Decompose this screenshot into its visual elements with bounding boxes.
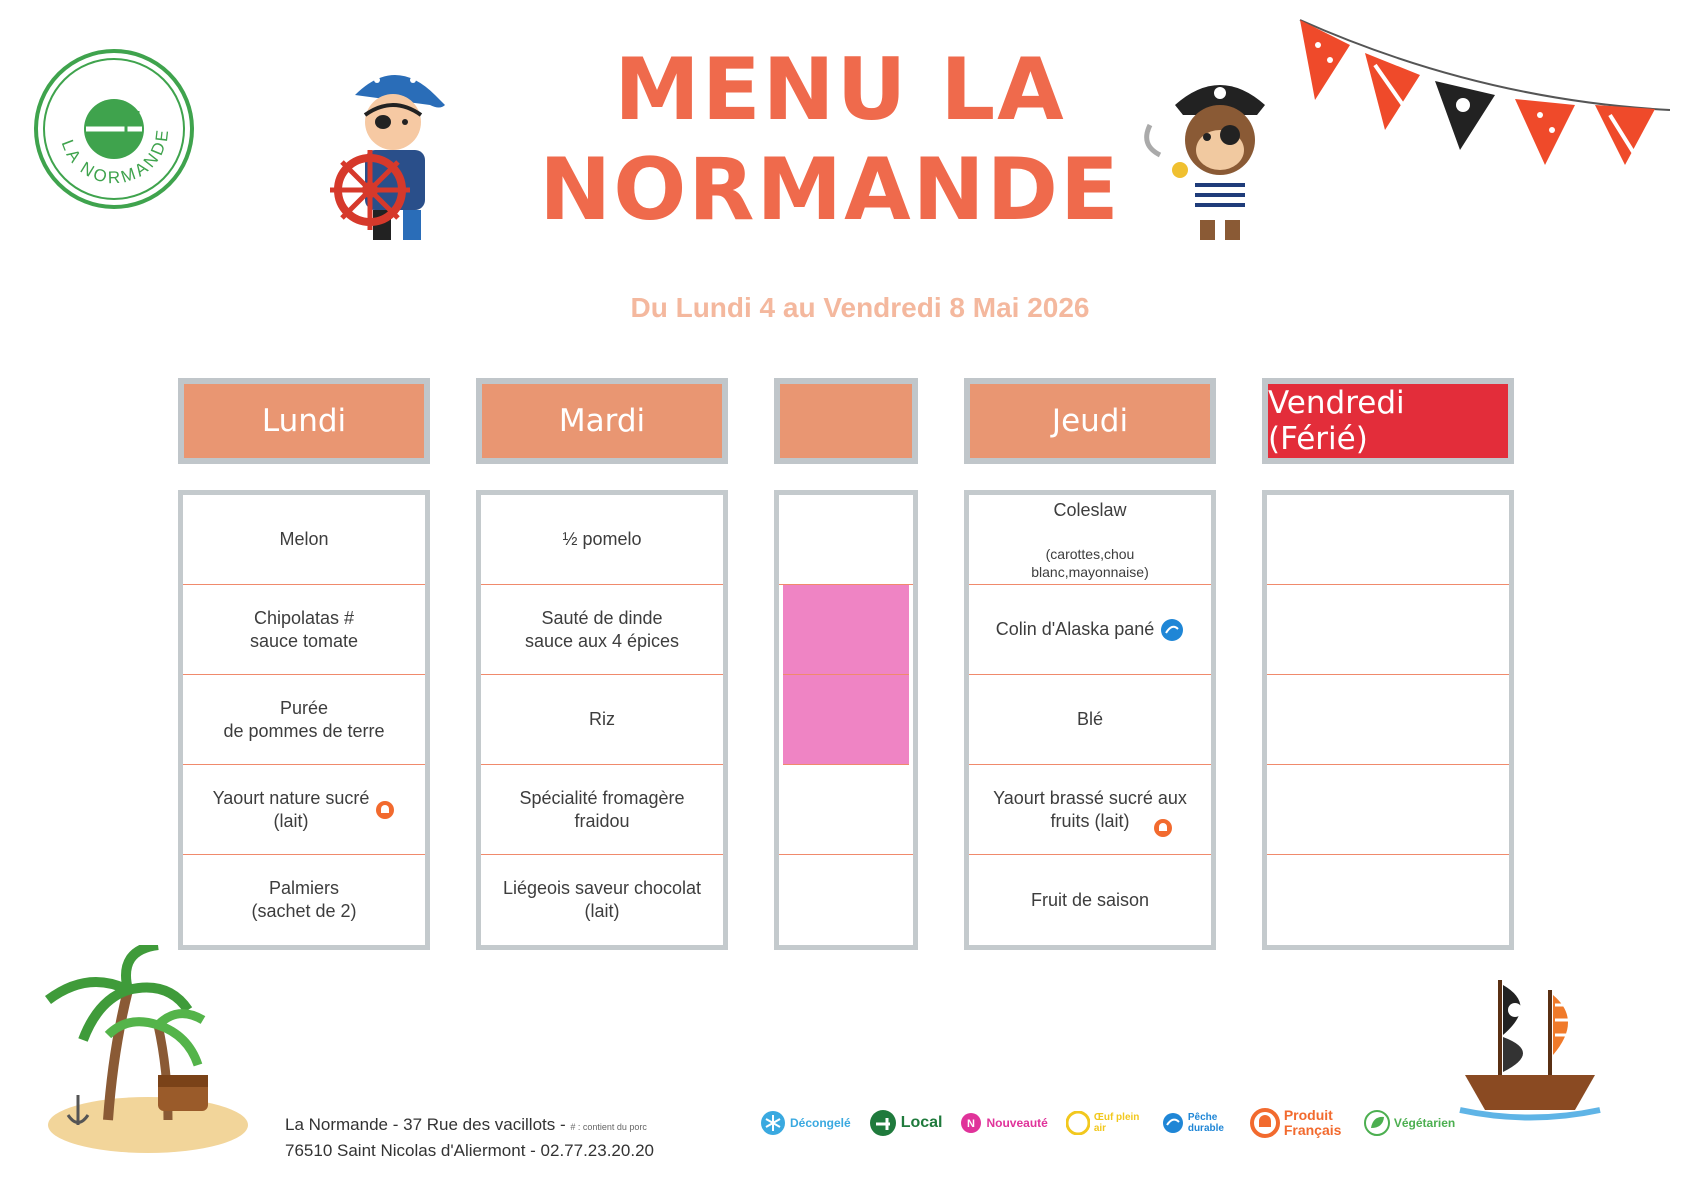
menu-item-main: Sauté de dinde sauce aux 4 épices — [481, 585, 723, 675]
menu-item-empty — [779, 495, 913, 585]
footer-address — [285, 1113, 654, 1163]
menu-item-dessert: Fruit de saison — [1030, 889, 1150, 910]
day-column-blank — [774, 378, 918, 950]
menu-item-dairy-text: Yaourt brassé sucré aux fruits (lait) — [993, 787, 1187, 831]
menu-item-starter-detail: (carottes,chou blanc,mayonnaise) — [1031, 545, 1149, 580]
menu-item-dessert: Palmiers (sachet de 2) — [251, 878, 357, 921]
address-line-2: 76510 Saint Nicolas d'Aliermont - 02.77.23.20.20 — [285, 1141, 654, 1160]
menu-item-side: Riz — [481, 675, 723, 765]
day-menu — [476, 490, 728, 950]
new-icon — [960, 1112, 982, 1134]
legend-item-produit-francais — [1250, 1108, 1346, 1138]
menu-item-side: Purée de pommes de terre — [183, 675, 425, 765]
date-range-subtitle: Du Lundi 4 au Vendredi 8 Mai 2026 — [630, 292, 1090, 323]
menu-item-starter: ½ pomelo — [481, 495, 723, 585]
menu-item-empty — [1267, 765, 1509, 855]
day-header — [774, 378, 918, 464]
legend-item-vegetarien — [1364, 1110, 1455, 1136]
menu-item-main-text: Colin d'Alaska pané — [995, 619, 1155, 639]
egg-icon — [1066, 1111, 1090, 1135]
day-header: Jeudi — [964, 378, 1216, 464]
day-menu — [774, 490, 918, 950]
day-header: Mardi — [476, 378, 728, 464]
day-header: Lundi — [178, 378, 430, 464]
menu-item-pink-block — [783, 585, 909, 675]
menu-item-dairy — [969, 765, 1211, 855]
address-line-1: La Normande - 37 Rue des vacillots - — [285, 1115, 566, 1134]
leaf-icon — [1364, 1110, 1390, 1136]
day-column-mardi — [476, 378, 728, 950]
day-column-vendredi — [1262, 378, 1514, 950]
day-column-lundi — [178, 378, 430, 950]
legend — [760, 1108, 1455, 1138]
legend-label: Nouveauté — [986, 1116, 1048, 1130]
legend-label: Végétarien — [1393, 1116, 1456, 1130]
menu-item-starter: Melon — [183, 495, 425, 585]
title-line-1: MENU LA — [614, 40, 1066, 140]
menu-item-empty — [779, 765, 913, 855]
la-normande-logo — [30, 45, 198, 213]
day-header: Vendredi (Férié) — [1262, 378, 1514, 464]
menu-item-starter — [969, 495, 1211, 585]
day-column-jeudi — [964, 378, 1216, 950]
title-line-2: NORMANDE — [539, 140, 1121, 240]
menu-item-pink-block — [783, 675, 909, 765]
menu-item-empty — [779, 855, 913, 945]
legend-item-peche — [1162, 1112, 1232, 1134]
peche-durable-icon — [1160, 618, 1184, 642]
produit-francais-icon — [375, 800, 395, 820]
bunting-flags-illustration — [1290, 15, 1670, 185]
pirate-boy-illustration — [325, 50, 465, 250]
menu-item-dairy-text: Yaourt nature sucré (lait) — [212, 787, 370, 831]
pirate-ship-illustration — [1455, 965, 1605, 1125]
menu-title — [540, 40, 1140, 240]
legend-item-decongele — [760, 1110, 851, 1136]
svg-text:N: N — [967, 1118, 976, 1130]
menu-item-dairy — [183, 765, 425, 855]
legend-label: Local — [900, 1114, 943, 1131]
day-menu — [964, 490, 1216, 950]
legend-label: Pêche durable — [1187, 1112, 1224, 1134]
legend-label: Œuf plein air — [1093, 1112, 1140, 1134]
produit-francais-icon — [1153, 818, 1173, 838]
day-menu — [178, 490, 430, 950]
menu-item-empty — [1267, 495, 1509, 585]
legend-item-oeuf — [1066, 1111, 1144, 1135]
menu-item-main — [969, 585, 1211, 675]
legend-item-nouveaute — [960, 1112, 1047, 1134]
menu-item-empty — [1267, 855, 1509, 945]
menu-item-starter-text: Coleslaw — [1053, 499, 1127, 520]
menu-item-side: Blé — [969, 675, 1211, 765]
snowflake-icon — [760, 1110, 786, 1136]
fish-icon — [1162, 1112, 1184, 1134]
chef-hat-icon — [1250, 1108, 1280, 1138]
logo-text: LA NORMANDE — [57, 126, 173, 188]
menu-item-dessert: Liégeois saveur chocolat (lait) — [502, 878, 702, 921]
menu-item-empty — [1267, 675, 1509, 765]
menu-item-empty — [1267, 585, 1509, 675]
menu-item-main: Chipolatas # sauce tomate — [183, 585, 425, 675]
menu-item-dairy: Spécialité fromagère fraidou — [481, 765, 723, 855]
legend-label: Produit Français — [1283, 1107, 1342, 1138]
legend-label: Décongelé — [790, 1116, 851, 1130]
local-icon — [869, 1109, 897, 1137]
pork-note: # : contient du porc — [570, 1122, 647, 1132]
treasure-island-illustration — [38, 945, 253, 1155]
legend-item-local — [869, 1109, 943, 1137]
day-menu — [1262, 490, 1514, 950]
pirate-monkey-illustration — [1135, 65, 1300, 245]
